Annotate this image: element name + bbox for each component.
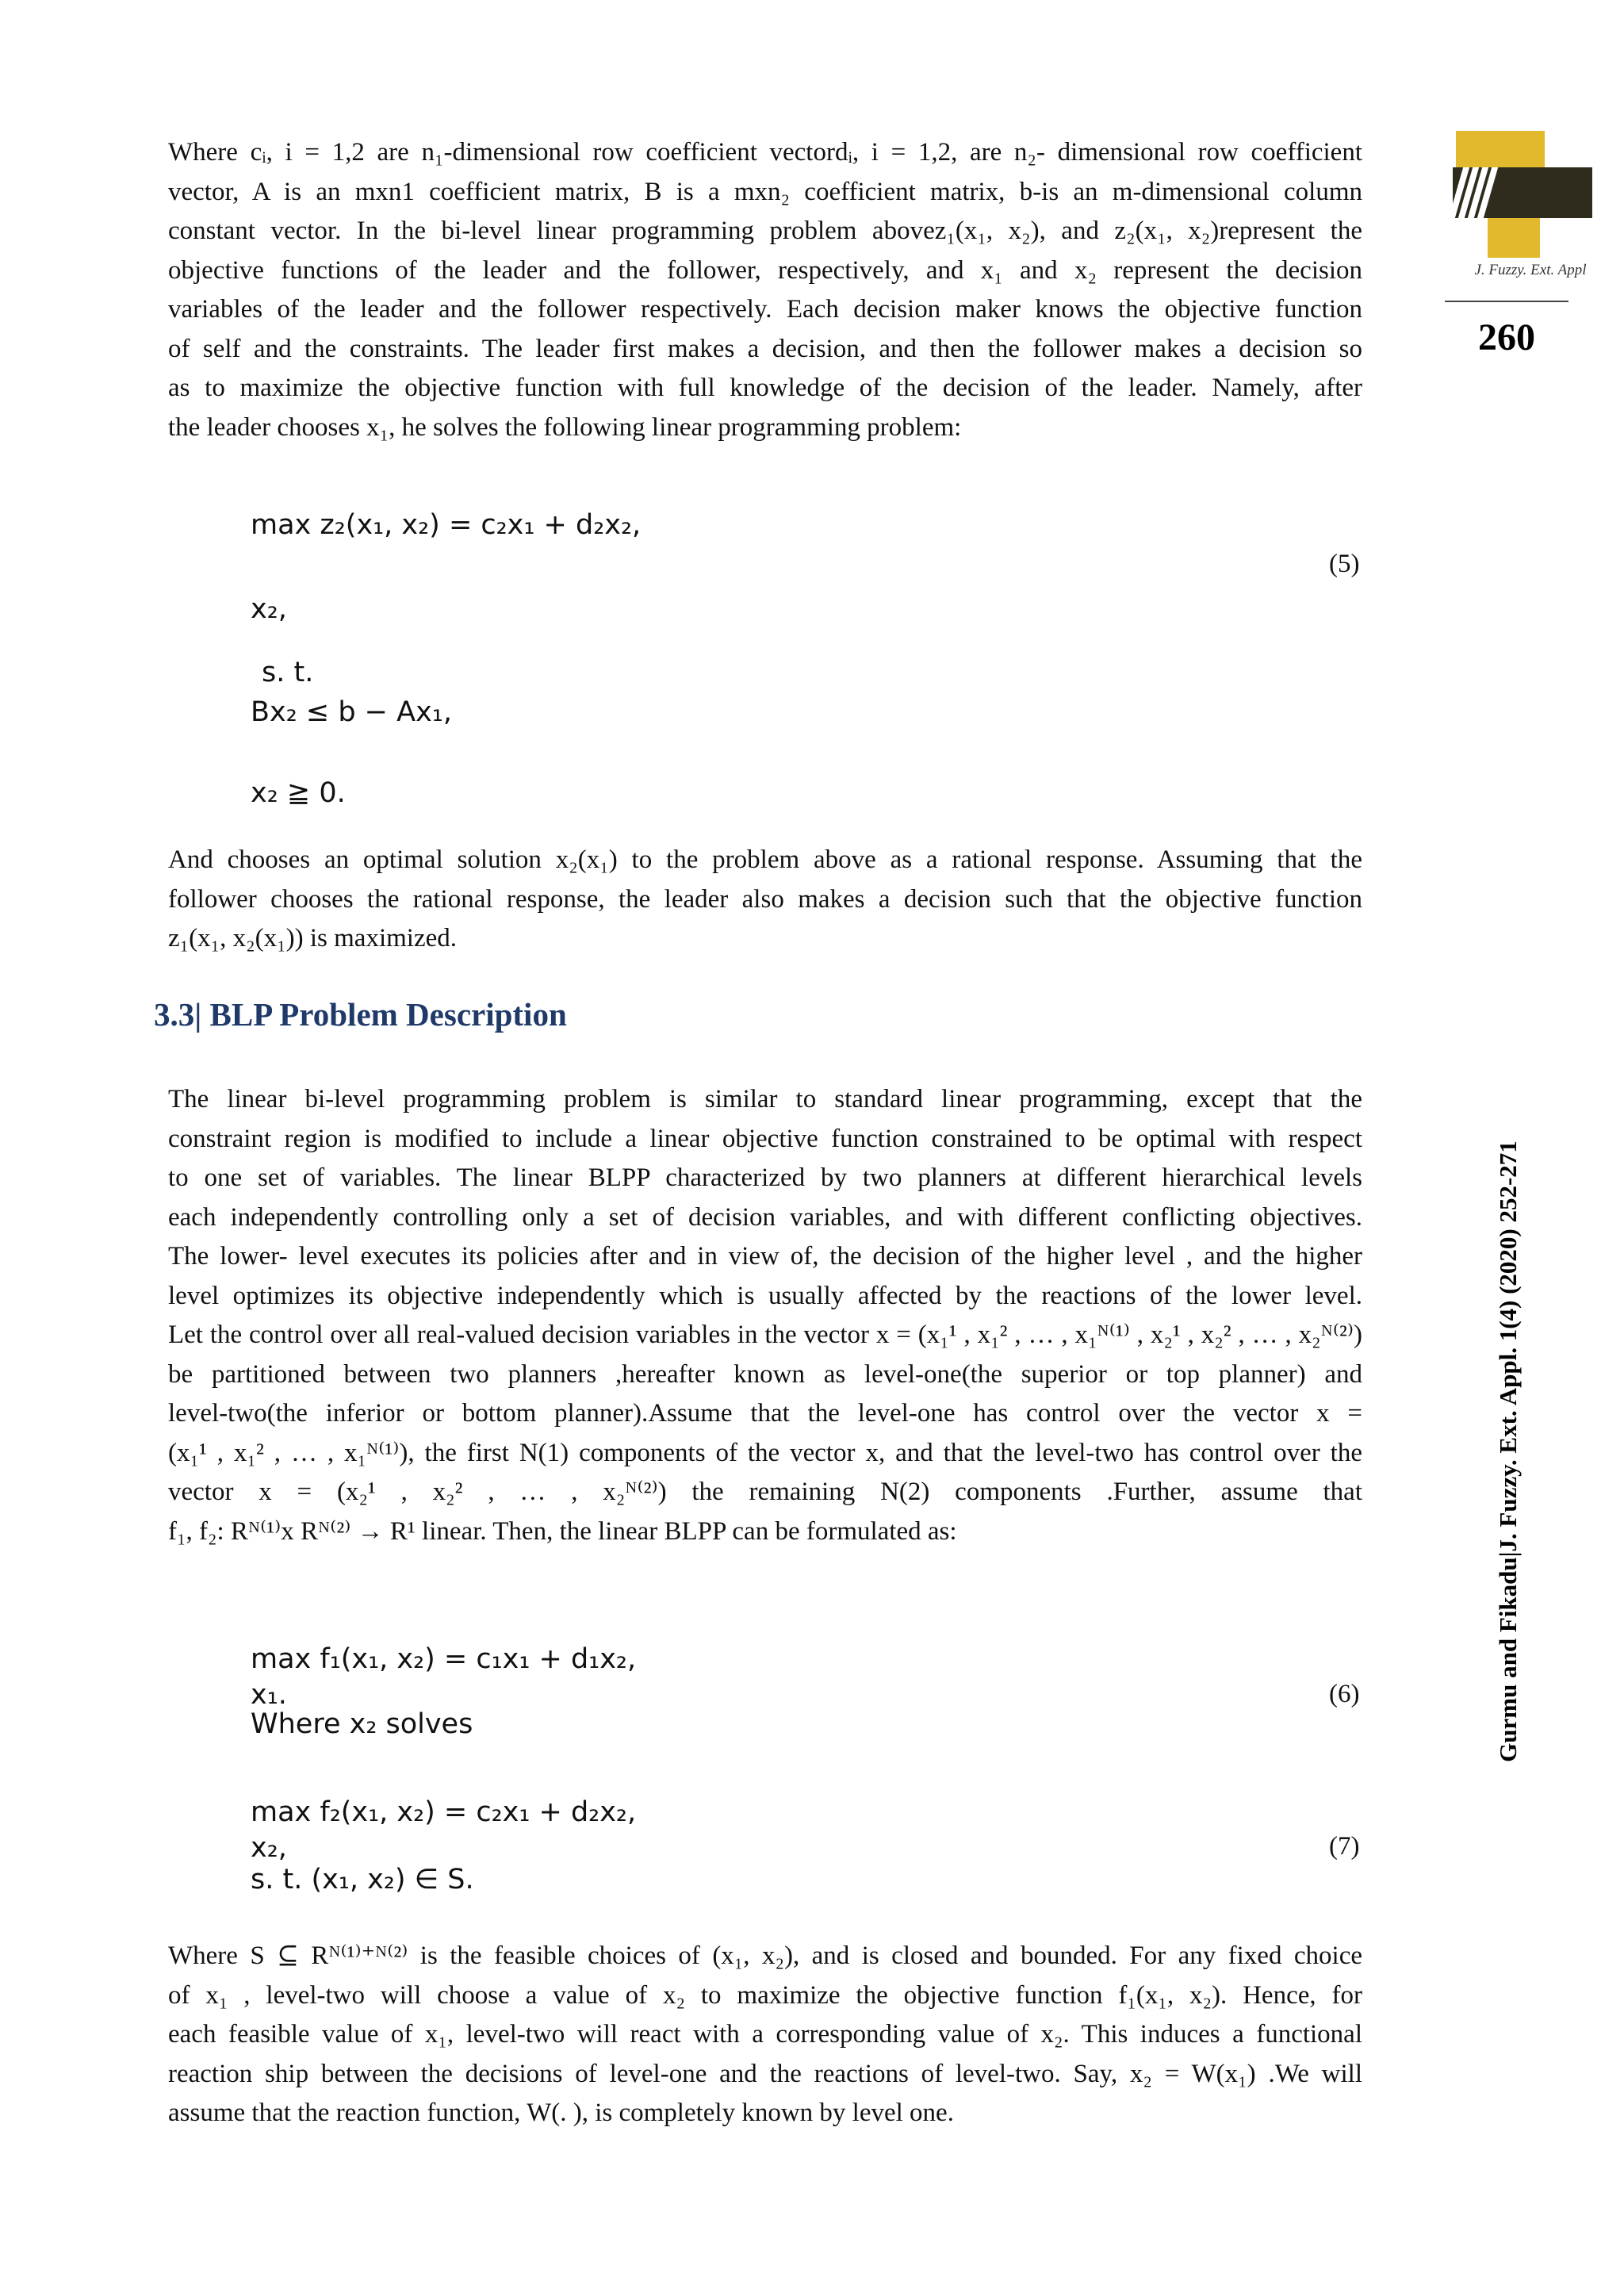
- para1-line: objective functions of the leader and the follower, respectively, and x₁ and x₂ represent the decision: [168, 255, 1362, 285]
- para4-line: of x₁ , level-two will choose a value of x₂ to maximize the objective function f₁(x₁, x₂). Hence, for: [168, 1980, 1362, 2010]
- para3-line: Let the control over all real-valued decision variables in the vector x = (x₁¹ , x₁² , … , x₁ᴺ⁽¹⁾ , x₂¹ , x₂² , … , x₂ᴺ⁽²⁾): [168, 1320, 1362, 1349]
- running-title-text: Gurmu and Fikadu|J. Fuzzy. Ext. Appl. 1(4) (2020) 252-271: [1494, 1140, 1522, 1762]
- equation-number: (6): [1329, 1680, 1360, 1708]
- para4-line: assume that the reaction function, W(. ), is completely known by level one.: [168, 2099, 954, 2127]
- equation-number: (7): [1329, 1832, 1360, 1861]
- equation-line: max f₂(x₁, x₂) = c₂x₁ + d₂x₂,: [251, 1796, 637, 1828]
- equation-line: max z₂(x₁, x₂) = c₂x₁ + d₂x₂,: [251, 509, 642, 541]
- para3-line: constraint region is modified to include a linear objective function constrained to be optimal with respect: [168, 1124, 1362, 1153]
- para3-line: (x₁¹ , x₁² , … , x₁ᴺ⁽¹⁾), the first N(1) components of the vector x, and that the level-two has control over the: [168, 1438, 1362, 1467]
- para3-line: to one set of variables. The linear BLPP characterized by two planners at different hierarchical levels: [168, 1163, 1362, 1192]
- equation-line: Bx₂ ≤ b − Ax₁,: [251, 696, 452, 728]
- paragraph-1: [168, 133, 1362, 447]
- header-rule: [1445, 301, 1568, 302]
- journal-logo-bars: [1453, 167, 1492, 218]
- para3-line: vector x = (x₂¹ , x₂² , … , x₂ᴺ⁽²⁾) the remaining N(2) components .Further, assume that: [168, 1478, 1362, 1506]
- para1-line: as to maximize the objective function with full knowledge of the decision of the leader. Namely, after: [168, 374, 1362, 402]
- equation-line: max f₁(x₁, x₂) = c₁x₁ + d₁x₂,: [251, 1643, 637, 1675]
- para2-line: z₁(x₁, x₂(x₁)) is maximized.: [168, 924, 457, 953]
- paragraph-3: [168, 1080, 1362, 1551]
- para3-line: level optimizes its objective independently which is usually affected by the reactions of the lower level.: [168, 1281, 1362, 1310]
- paragraph-2: [168, 841, 1362, 959]
- para1-line: constant vector. In the bi-level linear programming problem abovez₁(x₁, x₂), and z₂(x₁, x₂)represent the: [168, 217, 1362, 245]
- para4-line: Where S ⊆ Rᴺ⁽¹⁾⁺ᴺ⁽²⁾ is the feasible choices of (x₁, x₂), and is closed and bounded. For any fixed choice: [168, 1941, 1362, 1970]
- equation-line: s. t. (x₁, x₂) ∈ S.: [251, 1864, 474, 1895]
- section-heading: 3.3| BLP Problem Description: [154, 996, 567, 1033]
- equation-number: (5): [1329, 550, 1360, 578]
- equation-line: s. t.: [262, 657, 314, 688]
- para2-line: follower chooses the rational response, the leader also makes a decision such that the objective function: [168, 884, 1362, 914]
- para3-line: level-two(the inferior or bottom planner).Assume that the level-one has control over the vector x =: [168, 1399, 1362, 1428]
- para1-line: Where cᵢ, i = 1,2 are n₁-dimensional row coefficient vectordᵢ, i = 1,2, are n₂- dimensional row coefficient: [168, 138, 1362, 167]
- para1-line: vector, A is an mxn1 coefficient matrix, B is a mxn₂ coefficient matrix, b-is an m-dimensional column: [168, 177, 1362, 206]
- para3-line: each independently controlling only a set of decision variables, and with different conflicting objectives.: [168, 1202, 1362, 1232]
- para3-line: f₁, f₂: Rᴺ⁽¹⁾x Rᴺ⁽²⁾ → R¹ linear. Then, the linear BLPP can be formulated as:: [168, 1516, 957, 1546]
- para1-line: variables of the leader and the follower respectively. Each decision maker knows the objective function: [168, 295, 1362, 324]
- journal-logo-yellow-horizontal: [1456, 131, 1545, 169]
- para3-line: The lower- level executes its policies after and in view of, the decision of the higher level , and the higher: [168, 1242, 1362, 1271]
- paragraph-4: [168, 1937, 1362, 2133]
- para4-line: reaction ship between the decisions of level-one and the reactions of level-two. Say, x₂ = W(x₁) .We will: [168, 2059, 1362, 2088]
- page-number: 260: [1478, 316, 1535, 358]
- para2-line: And chooses an optimal solution x₂(x₁) to the problem above as a rational response. Assuming that the: [168, 845, 1362, 874]
- para4-line: each feasible value of x₁, level-two will react with a corresponding value of x₂. This induces a functional: [168, 2020, 1362, 2049]
- equation-line: x₂,: [251, 1832, 287, 1864]
- para3-line: The linear bi-level programming problem is similar to standard linear programming, except that the: [168, 1085, 1362, 1114]
- para1-line: of self and the constraints. The leader first makes a decision, and then the follower makes a decision so: [168, 334, 1362, 363]
- equation-line: x₂ ≧ 0.: [251, 777, 346, 809]
- equation-line: Where x₂ solves: [251, 1708, 473, 1740]
- journal-abbreviation: J. Fuzzy. Ext. Appl: [1474, 262, 1587, 278]
- para3-line: be partitioned between two planners ,hereafter known as level-one(the superior or top planner) and: [168, 1359, 1362, 1389]
- equation-line: x₂,: [251, 593, 287, 625]
- para1-line: the leader chooses x₁, he solves the following linear programming problem:: [168, 412, 962, 442]
- equation-line: x₁.: [251, 1679, 287, 1711]
